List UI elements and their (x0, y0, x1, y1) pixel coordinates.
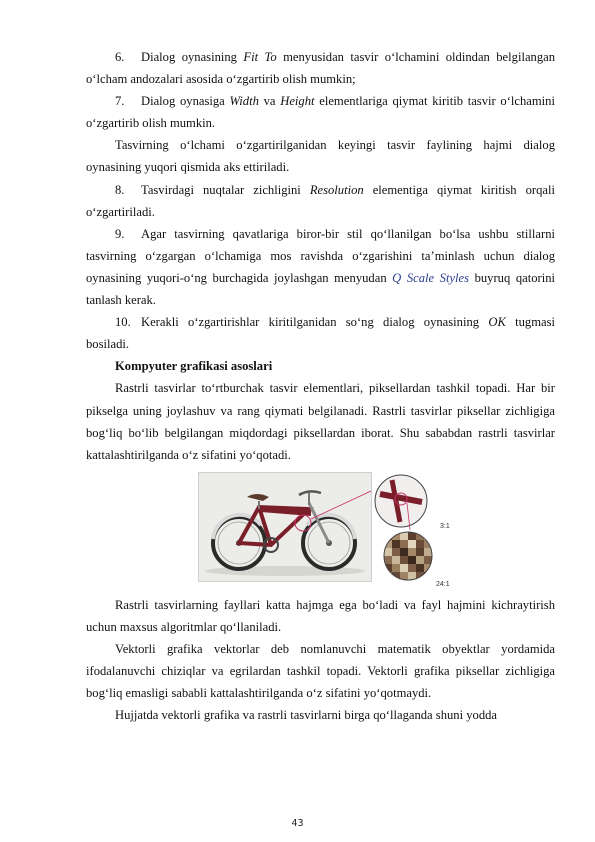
item-number: 10. (115, 315, 131, 330)
bicycle-illustration (199, 473, 371, 581)
paragraph: Tasvirning o‘lchami o‘zgartirilganidan keyingi tasvir faylining hajmi dialog oynasining yuqori qismida aks ettiriladi. (86, 138, 555, 175)
body-text (86, 46, 555, 726)
paragraph: Rastrli tasvirlar to‘rtburchak tasvir elementlari, piksellardan tashkil topadi. Har bir pikselga uning joylashuv va rang qiymati belgilanadi. Rastrli tasvirlar piksellar zichligiga bog‘liq bo‘lib belgilangan miqdordagi piksellardan iborat. Shu sababdan rastrli tasvirlar kattalashtirilganda o‘z sifatini yo‘qotadi. (86, 381, 555, 462)
list-item-8: 8. Tasvirdagi nuqtalar zichligini Resolution elementiga qiymat kiritish orqali o‘zgartiriladi. (86, 179, 555, 223)
zoom-insets (370, 472, 460, 588)
keyword: OK (488, 315, 506, 330)
list-item-9: 9. Agar tasvirning qavatlariga biror-bir stil qo‘llanilgan bo‘lsa ushbu stillarni tasvirning o‘zgargan o‘lchamiga mos ravishda o‘zgarishini ta’minlash uchun dialog oynasining yuqori-o‘ng burchagida joylashgan menyudan Q Scale Styles buyruq qatorini tanlash kerak. (86, 223, 555, 311)
list-item-6: 6. Dialog oynasining Fit To menyusidan tasvir o‘lchamini oldindan belgilangan o‘lcham andozalari asosida o‘zgartirib olish mumkin; (86, 46, 555, 90)
bicycle-image (198, 472, 372, 582)
list-item-7: 7. Dialog oynasiga Width va Height elementlariga qiymat kiritib tasvir o‘lchamini o‘zgartirib olish mumkin. (86, 90, 555, 134)
keyword: Resolution (309, 182, 364, 197)
section-heading: Kompyuter grafikasi asoslari (115, 359, 273, 374)
paragraph: Rastrli tasvirlarning fayllari katta hajmga ega bo‘ladi va fayl hajmini kichraytirish uchun maxsus algoritmlar qo‘llaniladi. (86, 597, 555, 634)
zoom-label-3-1: 3:1 (440, 522, 450, 530)
item-number: 9. (115, 226, 125, 241)
keyword: Q Scale Styles (392, 270, 470, 285)
paragraph: Hujjatda vektorli grafika va rastrli tasvirlarni birga qo‘llaganda shuni yodda (115, 708, 498, 723)
keyword: Width (229, 94, 259, 109)
keyword: Fit To (243, 50, 277, 64)
list-item-10: 10. Kerakli o‘zgartirishlar kiritilganidan so‘ng dialog oynasining OK tugmasi bosiladi. (86, 311, 555, 355)
item-number: 7. (115, 94, 125, 109)
page-number: 43 (291, 818, 304, 829)
item-number: 6. (115, 50, 125, 64)
zoom-label-24-1: 24:1 (436, 580, 450, 588)
paragraph: Vektorli grafika vektorlar deb nomlanuvchi matematik obyektlar yordamida ifodalanuvchi chiziqlar va egrilardan tashkil topadi. Vektorli grafika piksellar zichligiga bog‘liq emasligi sababli kattalashtirilganda o‘z sifatini yo‘qotmaydi. (86, 641, 555, 701)
item-number: 8. (115, 182, 125, 197)
raster-zoom-figure (86, 472, 555, 586)
keyword: Height (280, 94, 315, 109)
